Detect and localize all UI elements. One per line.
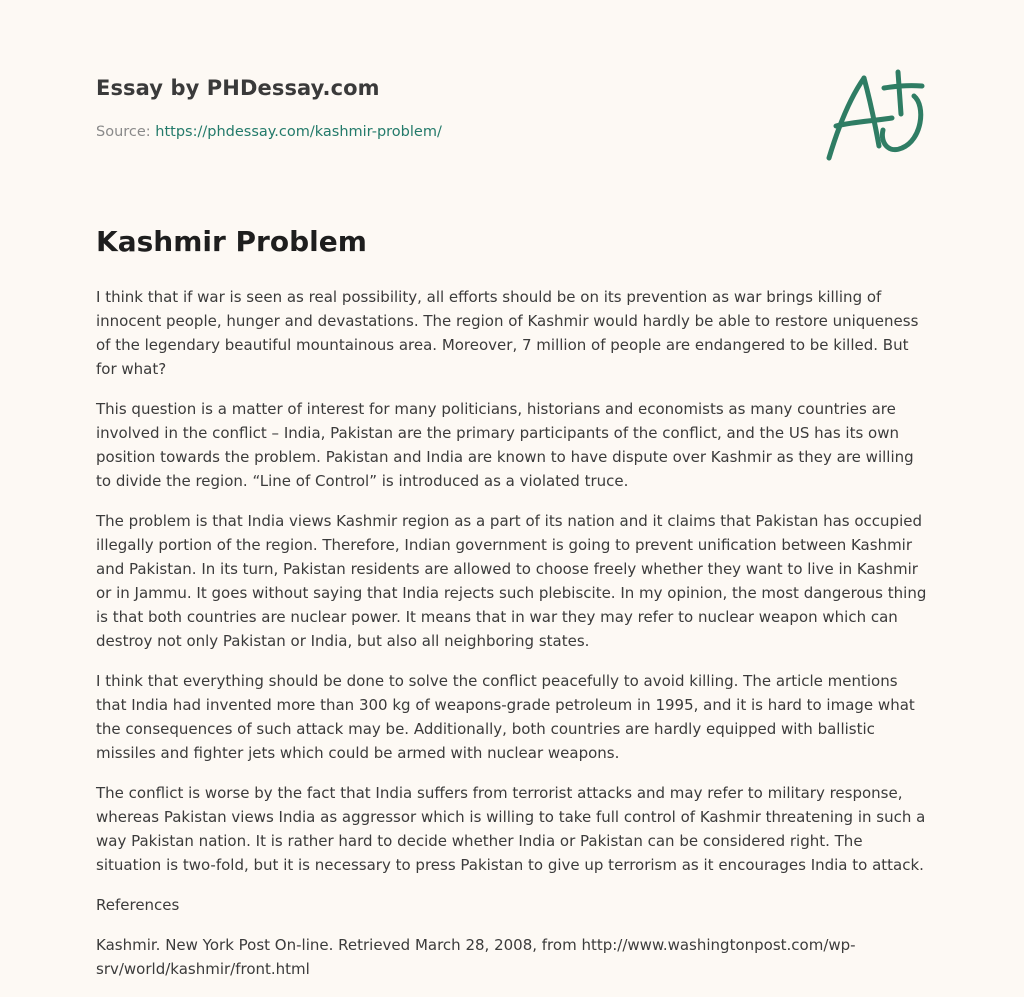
paragraph: This question is a matter of interest for many politicians, historians and economists as many countries are involved in the conflict – India, Pakistan are the primary participants of the conflict, and the US has its own position towards the problem. Pakistan and India are known to have dispute over Kashmir as they are willing to divide the region. “Line of Control” is introduced as a violated truce. <box>96 400 914 490</box>
source-line <box>96 124 442 140</box>
paragraph: The conflict is worse by the fact that India suffers from terrorist attacks and may refer to military response, whereas Pakistan views India as aggressor which is willing to take full control of Kashmir threatening in such a way Pakistan nation. It is rather hard to decide whether India or Pakistan can be considered right. The situation is two-fold, but it is necessary to press Pakistan to give up terrorism as it encourages India to attack. <box>96 784 926 874</box>
article-body <box>96 285 932 997</box>
paragraph: I think that if war is seen as real possibility, all efforts should be on its prevention as war brings killing of innocent people, hunger and devastations. The region of Kashmir would hardly be able to restore uniqueness of the legendary beautiful mountainous area. Moreover, 7 million of people are endangered to be killed. But for what? <box>96 288 919 378</box>
article-title: Kashmir Problem <box>96 225 367 258</box>
paragraph: The problem is that India views Kashmir region as a part of its nation and it claims that Pakistan has occupied illegally portion of the region. Therefore, Indian government is going to prevent unification between Kashmir and Pakistan. In its turn, Pakistan residents are allowed to choose freely whether they want to live in Kashmir or in Jammu. It goes without saying that India rejects such plebiscite. In my opinion, the most dangerous thing is that both countries are nuclear power. It means that in war they may refer to nuclear weapon which can destroy not only Pakistan or India, but also all neighboring states. <box>96 512 927 650</box>
site-brand: Essay by PHDessay.com <box>96 76 380 100</box>
paragraph: I think that everything should be done to solve the conflict peacefully to avoid killing. The article mentions that India had invented more than 300 kg of weapons-grade petroleum in 1995, and it is hard to image what the consequences of such attack may be. Additionally, both countries are hardly equipped with ballistic missiles and fighter jets which could be armed with nuclear weapons. <box>96 672 915 762</box>
source-label: Source: <box>96 124 151 140</box>
a-plus-logo-icon <box>822 66 932 166</box>
reference-item: Kashmir. New York Post On-line. Retrieved March 28, 2008, from http://www.washingtonpost.com/wp-srv/world/kashmir/front.html <box>96 936 856 978</box>
source-link[interactable]: https://phdessay.com/kashmir-problem/ <box>155 124 442 140</box>
references-heading: References <box>96 896 180 914</box>
